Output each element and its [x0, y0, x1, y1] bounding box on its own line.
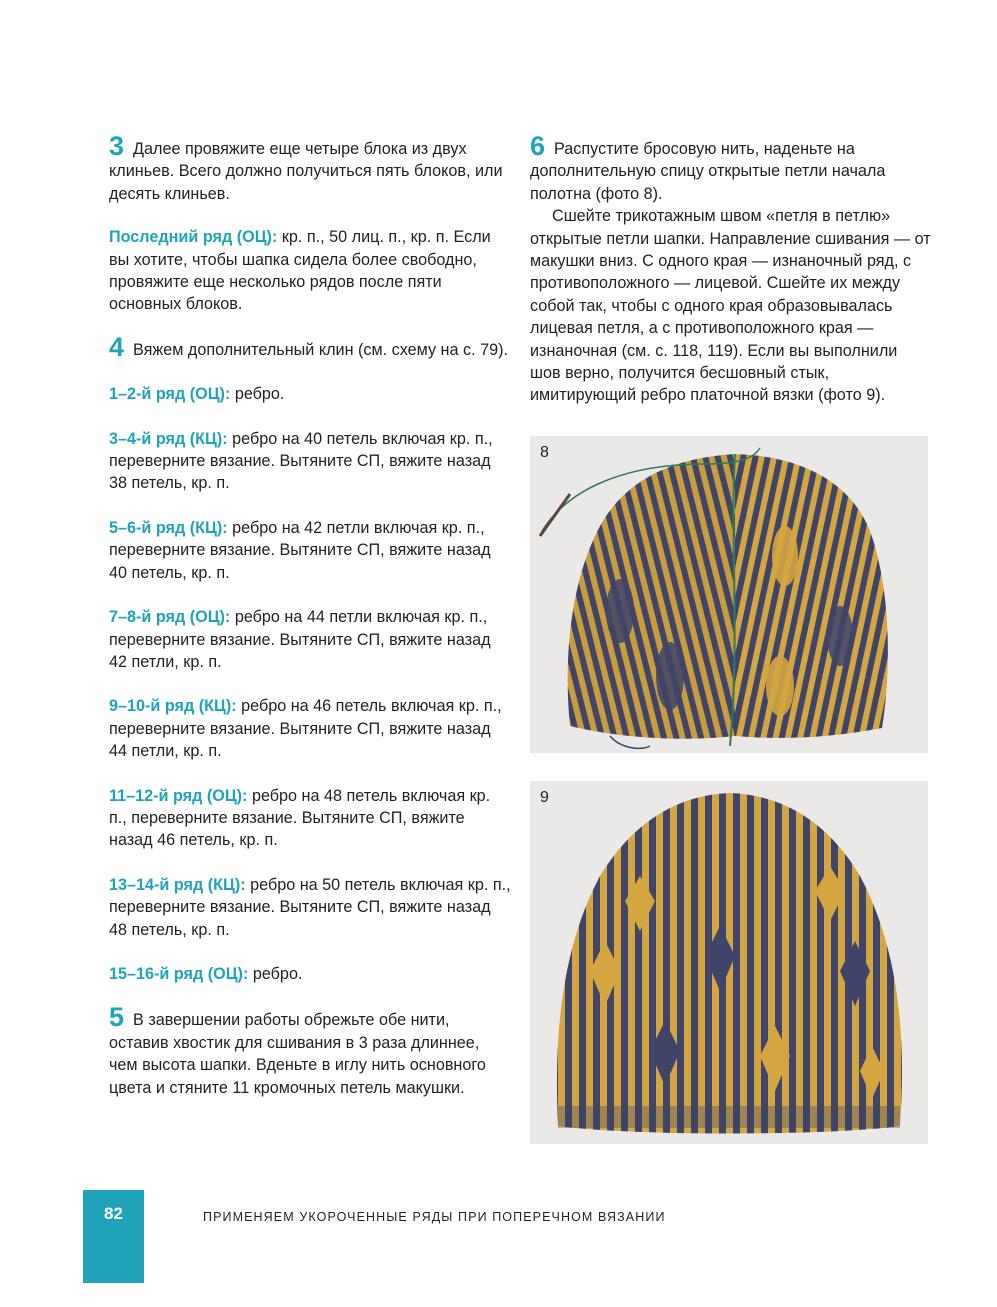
last-row-paragraph — [109, 226, 511, 316]
row-label: 1–2-й ряд (ОЦ): — [109, 385, 231, 404]
row-text: кр. п., 50 лиц. п., кр. п. Если вы хотите, чтобы шапка сидела более свободно, провяжите еще несколько рядов после пяти основных блоков. — [109, 228, 491, 314]
page-number-tab — [83, 1190, 144, 1283]
hat-illustration — [530, 781, 928, 1144]
row-instruction — [109, 695, 511, 762]
step-number: 4 — [109, 331, 125, 362]
step-text: Вяжем дополнительный клин (см. схему на с. 79). — [133, 340, 508, 359]
row-text: ребро на 44 петли включая кр. п., переверните вязание. Вытяните СП, вяжите назад 42 петли, кр. п. — [109, 608, 491, 671]
photo-9-finished-hat — [530, 781, 928, 1144]
row-instruction — [109, 517, 511, 584]
row-label: 15–16-й ряд (ОЦ): — [109, 964, 249, 983]
row-label: 9–10-й ряд (КЦ): — [109, 697, 237, 716]
step-3 — [109, 131, 511, 205]
row-text: ребро. — [248, 964, 303, 983]
step-5 — [109, 1002, 511, 1099]
row-text: ребро на 48 петель включая кр. п., переверните вязание. Вытяните СП, вяжите назад 46 петель, кр. п. — [109, 786, 491, 850]
row-text: ребро на 42 петли включая кр. п., переверните вязание. Вытяните СП, вяжите назад 40 петель, кр. п. — [109, 518, 491, 582]
row-label: Последний ряд (ОЦ): — [109, 228, 278, 247]
step-6 — [530, 131, 932, 205]
row-text: ребро на 46 петель включая кр. п., переверните вязание. Вытяните СП, вяжите назад 44 петли, кр. п. — [109, 697, 502, 761]
row-text: ребро на 40 петель включая кр. п., переверните вязание. Вытяните СП, вяжите назад 38 петель, кр. п. — [109, 429, 493, 493]
left-column — [109, 131, 511, 1099]
running-title: ПРИМЕНЯЕМ УКОРОЧЕННЫЕ РЯДЫ ПРИ ПОПЕРЕЧНОМ ВЯЗАНИИ — [203, 1210, 666, 1224]
hat-illustration — [530, 436, 928, 753]
photo-label: 9 — [540, 789, 549, 806]
row-label: 7–8-й ряд (ОЦ): — [109, 608, 231, 627]
step-number: 5 — [109, 1002, 125, 1033]
row-label: 11–12-й ряд (ОЦ): — [109, 786, 248, 805]
right-column — [530, 131, 932, 407]
row-label: 5–6-й ряд (КЦ): — [109, 518, 228, 537]
row-text: ребро. — [230, 385, 285, 404]
row-instruction — [109, 383, 511, 405]
row-label: 3–4-й ряд (КЦ): — [109, 429, 228, 448]
step-number: 3 — [109, 131, 125, 161]
row-instruction — [109, 963, 511, 985]
row-instruction — [109, 428, 511, 495]
photo-label: 8 — [540, 444, 549, 461]
row-instruction — [109, 874, 511, 941]
step-text: В завершении работы обрежьте обе нити, оставив хвостик для сшивания в 3 раза длиннее, чем высота шапки. Вденьте в иглу нить основного цвета и стяните 11 кромочных петель макушки. — [109, 1011, 486, 1097]
step-number: 6 — [530, 131, 546, 161]
photo-8-unfinished-hat — [530, 436, 928, 753]
step-text: Далее провяжите еще четыре блока из двух клиньев. Всего должно получиться пять блоков, или десять клиньев. — [109, 140, 503, 203]
page-number: 82 — [104, 1204, 123, 1223]
step-4 — [109, 331, 511, 362]
step-text: Распустите бросовую нить, наденьте на дополнительную спицу открытые петли начала полотна (фото 8). — [530, 140, 886, 203]
row-label: 13–14-й ряд (КЦ): — [109, 875, 246, 894]
row-instruction — [109, 785, 511, 852]
row-instruction — [109, 606, 511, 673]
row-text: ребро на 50 петель включая кр. п., переверните вязание. Вытяните СП, вяжите назад 48 петель, кр. п. — [109, 875, 511, 939]
step-6-continuation: Сшейте трикотажным швом «петля в петлю» открытые петли шапки. Направление сшивания — от макушки вниз. С одного края — изнаночный ряд, с противоположного — лицевой. Сшейте их между собой так, чтобы с одного края образовывалась лицевая петля, а с противоположного края — изнаночная (см. с. 118, 119). Если вы выполнили шов верно, получится бесшовный стык, имитирующий ребро платочной вязки (фото 9). — [530, 207, 931, 405]
